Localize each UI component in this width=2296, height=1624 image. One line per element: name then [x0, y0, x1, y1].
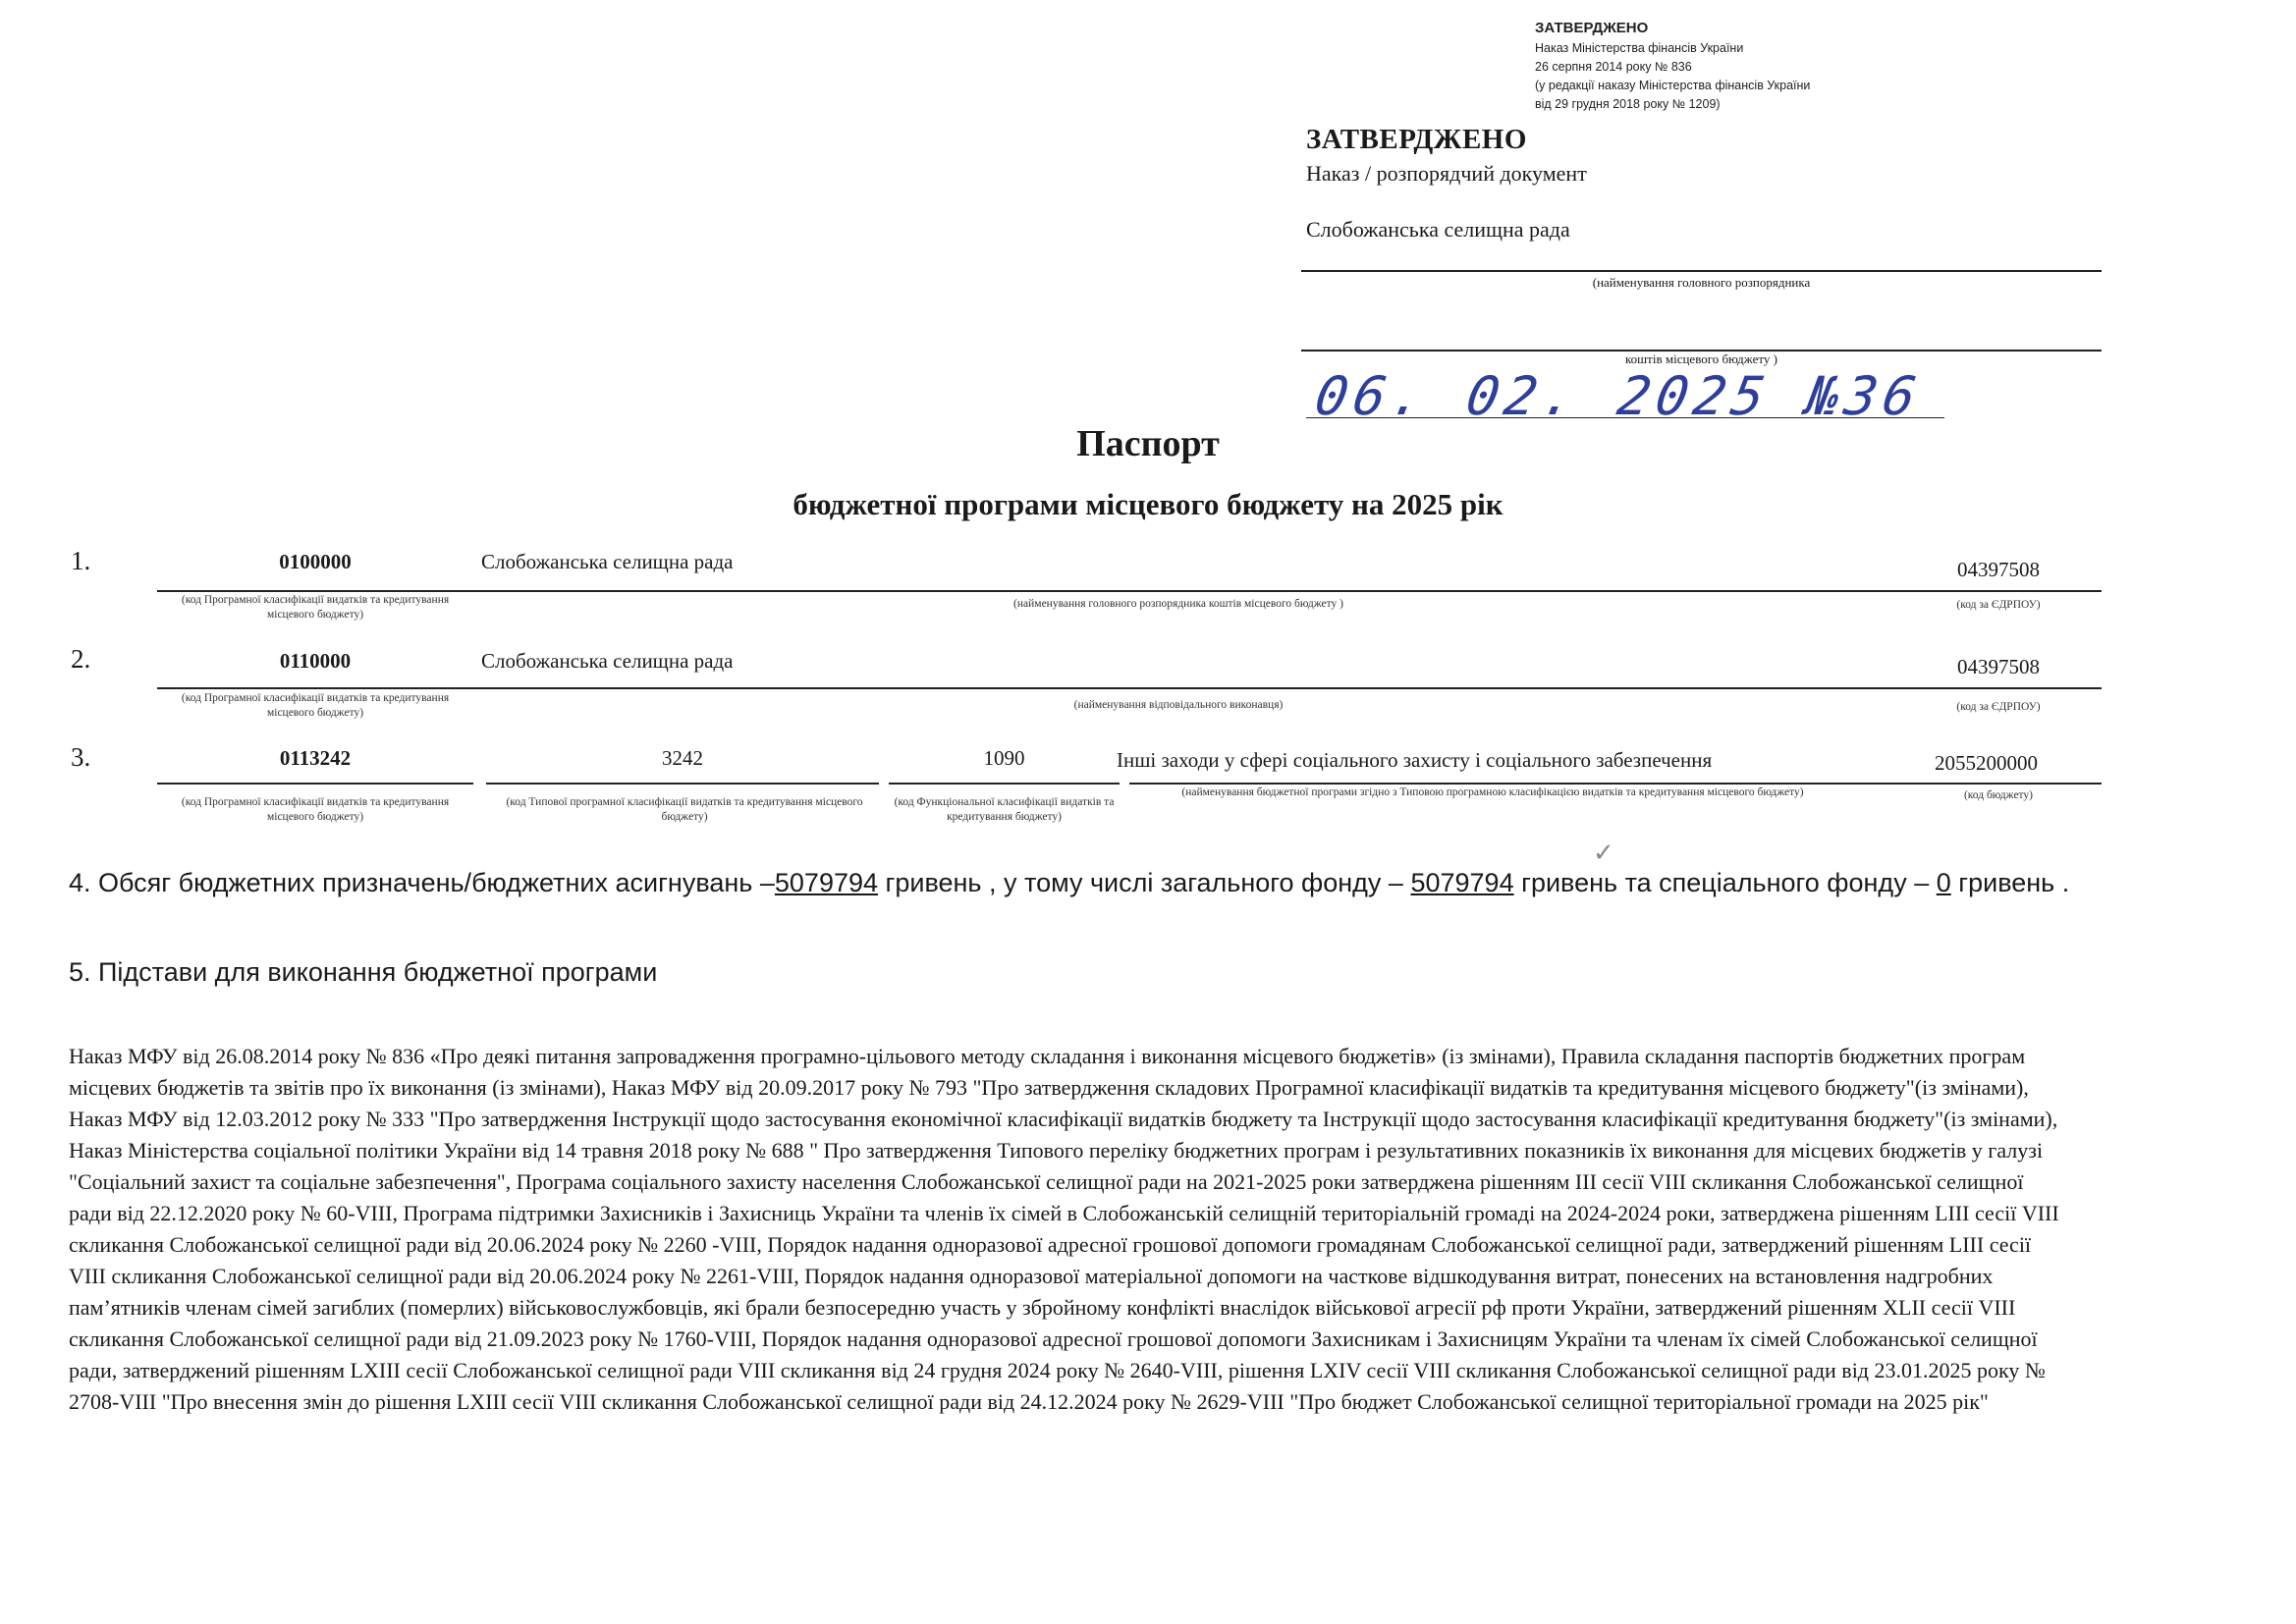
divider-line	[1301, 270, 2102, 272]
caption-budget-code: (код бюджету)	[1963, 789, 2034, 801]
ministry-approval-stamp	[1535, 18, 1957, 114]
approval-note-manager: (найменування головного розпорядника	[1592, 275, 1811, 290]
caption-program-name: (найменування бюджетної програми згідно з Типовою програмною класифікацією видатків та кредитування місцевого бюджету)	[1181, 786, 1804, 798]
edrpou-code: 04397508	[1957, 558, 2040, 581]
manager-name: Слобожанська селищна рада	[481, 550, 734, 573]
stamp-line: Наказ Міністерства фінансів України	[1535, 41, 1744, 55]
approval-note-funds: коштів місцевого бюджету )	[1625, 352, 1777, 366]
caption-manager-name: (найменування головного розпорядника коштів місцевого бюджету )	[1013, 598, 1343, 610]
check-mark-icon: ✓	[1593, 839, 1614, 867]
functional-code: 1090	[983, 746, 1025, 770]
program-name: Інші заходи у сфері соціального захисту і соціального забезпечення	[1117, 748, 1713, 772]
divider-line	[157, 687, 2102, 689]
section-4-text: 4. Обсяг бюджетних призначень/бюджетних асигнувань –	[69, 868, 775, 897]
executor-name: Слобожанська селищна рада	[481, 649, 734, 673]
caption-edrpou: (код за ЄДРПОУ)	[1956, 701, 2041, 713]
caption-program-code: (код Програмної класифікації видатків та кредитування місцевого бюджету)	[181, 594, 450, 621]
stamp-line: від 29 грудня 2018 року № 1209)	[1535, 97, 1721, 111]
document-subtitle: бюджетної програми місцевого бюджету на 2025 рік	[793, 487, 1503, 521]
caption-typical-code: (код Типової програмної класифікації видатків та кредитування місцевого бюджету)	[506, 796, 863, 823]
section-4-text: гривень та спеціального фонду –	[1513, 868, 1937, 897]
row-number: 3.	[71, 742, 91, 772]
document-title: Паспорт	[1076, 423, 1220, 464]
program-code: 0113242	[279, 746, 352, 770]
row-number: 1.	[71, 546, 91, 575]
handwritten-date-number: 06. 02. 2025 №36	[1310, 365, 1927, 427]
caption-program-code: (код Програмної класифікації видатків та кредитування місцевого бюджету)	[181, 692, 450, 719]
signature-line	[1306, 417, 1944, 418]
stamp-line: (у редакції наказу Міністерства фінансів України	[1535, 79, 1811, 92]
special-fund-amount: 0	[1936, 868, 1951, 897]
section-4-budget-volume	[69, 864, 2106, 901]
caption-functional-code: (код Функціональної класифікації видатків та кредитування бюджету)	[894, 796, 1115, 823]
edrpou-code: 04397508	[1957, 655, 2040, 678]
row-number: 2.	[71, 644, 91, 674]
caption-program-code: (код Програмної класифікації видатків та кредитування місцевого бюджету)	[181, 796, 450, 823]
typical-program-code: 3242	[662, 746, 703, 770]
divider-line	[889, 783, 1120, 785]
budget-code: 2055200000	[1935, 751, 2038, 775]
program-code: 0100000	[279, 550, 352, 573]
total-amount: 5079794	[774, 868, 879, 897]
section-4-text: гривень , у тому числі загального фонду –	[878, 868, 1411, 897]
caption-edrpou: (код за ЄДРПОУ)	[1956, 599, 2041, 611]
divider-line	[486, 783, 879, 785]
section-4-text: гривень .	[1950, 868, 2070, 897]
divider-line	[157, 783, 473, 785]
section-5-basis-text: Наказ МФУ від 26.08.2014 року № 836 «Про деякі питання запровадження програмно-цільового методу складання і виконання місцевого бюджетів» (із змінами), Правила складання паспортів бюджетних програм місцевих бюджетів та звітів про їх виконання (із змінами), Наказ МФУ від 20.09.2017 року № 793 "Про затвердження складових Програмної класифікації видатків та кредитування місцевого бюджету"(із змінами), Наказ МФУ від 12.03.2012 року № 333 "Про затвердження Інструкції щодо застосування економічної класифікації видатків бюджету та Інструкції щодо застосування класифікації кредитування бюджету"(із змінами), Наказ Міністерства соціальної політики України від 14 травня 2018 року № 688 " Про затвердження Типового переліку бюджетних програм і результативних показників їх виконання для місцевих бюджетів у галузі "Соціальний захист та соціальне забезпечення", Програма соціального захисту населення Слобожанської селищної ради на 2021-2025 роки затверджена рішенням ІІІ сесії VIII скликання Слобожанської селищної ради від 22.12.2020 року № 60-VIII, Програма підтримки Захисників і Захисниць України та членів їх сімей в Слобожанській селищній територіальній громаді на 2024-2024 роки, затверджена рішенням LIII сесії VIII скликання Слобожанської селищної ради від 20.06.2024 року № 2260 -VIII, Порядок надання одноразової адресної грошової допомоги громадянам Слобожанської селищної ради, затверджений рішенням LIII сесії VIII скликання Слобожанської селищної ради від 20.06.2024 року № 2261-VIII, Порядок надання одноразової матеріальної допомоги на часткове відшкодування витрат, понесених на встановлення надгробних пам’ятників членам сімей загиблих (померлих) військовослужбовців, які брали безпосередню участь у збройному конфлікті внаслідок військової агресії рф проти України, затверджений рішенням XLII сесії VIII скликання Слобожанської селищної ради від 21.09.2023 року № 1760-VIII, Порядок надання одноразової адресної грошової допомоги Захисникам і Захисницям України та членам їх сімей Слобожанської селищної ради, затверджений рішенням LXIII сесії Слобожанської селищної ради VIII скликання від 24 грудня 2024 року № 2640-VIII, рішення LXIV сесії VIII скликання Слобожанської селищної ради від 23.01.2025 року № 2708-VIII "Про внесення змін до рішення LXIII сесії VIII скликання Слобожанської селищної ради від 24.12.2024 року № 2629-VIII "Про бюджет Слобожанської селищної територіальної громади на 2025 рік"	[69, 1044, 2059, 1414]
general-fund-amount: 5079794	[1410, 868, 1514, 897]
approval-doc-type: Наказ / розпорядчий документ	[1306, 161, 1587, 186]
approval-council-name: Слобожанська селищна рада	[1306, 217, 1570, 242]
divider-line	[1129, 783, 2102, 785]
divider-line	[157, 590, 2102, 592]
caption-executor-name: (найменування відповідального виконавця)	[1073, 699, 1284, 711]
stamp-title: ЗАТВЕРДЖЕНО	[1535, 20, 1649, 36]
program-code: 0110000	[279, 649, 352, 673]
approval-title: ЗАТВЕРДЖЕНО	[1306, 124, 1527, 155]
section-5-title: 5. Підстави для виконання бюджетної програми	[69, 957, 658, 987]
stamp-line: 26 серпня 2014 року № 836	[1535, 60, 1692, 74]
